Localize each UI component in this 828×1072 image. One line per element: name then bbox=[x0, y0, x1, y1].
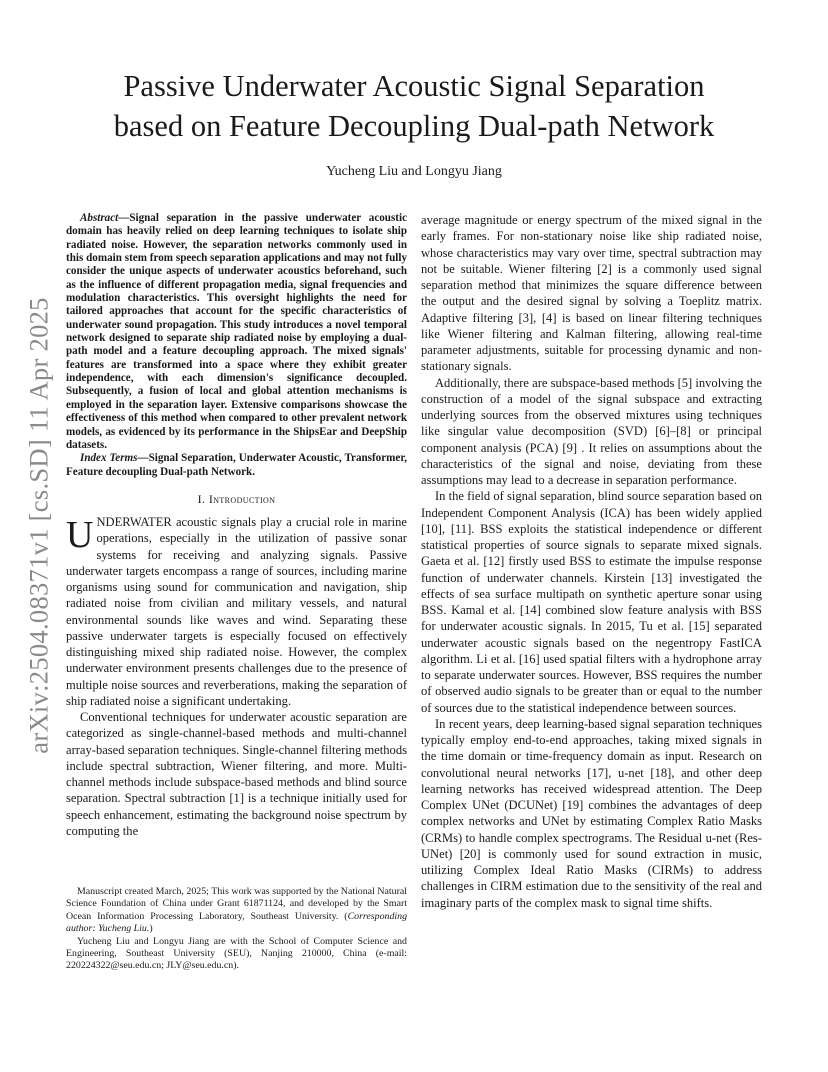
abstract-label: Abstract bbox=[80, 212, 119, 224]
abstract bbox=[66, 212, 407, 452]
footnote-funding-close: ) bbox=[149, 923, 153, 935]
abstract-text: —Signal separation in the passive underwater acoustic domain has heavily relied on deep learning techniques to isolate ship radiated noise. However, the separation networks commonly used in this domain stem from speech separation applications and may not fully consider the unique aspects of underwater acoustics beforehand, such as the influence of different propagation media, signal frequencies and modulation characteristics. This oversight highlights the need for tailored approaches that account for the specific characteristics of underwater sound propagation. This study introduces a novel temporal network designed to separate ship radiated noise by employing a dual-path model and a feature decoupling approach. The mixed signals' features are transformed into a space where they exhibit greater independence, with each dimension's significance decoupled. Subsequently, a fusion of local and global attention mechanisms is employed in the separation layer. Extensive comparisons showcase the effectiveness of this method when compared to other prevalent network models, as evidenced by its performance in the ShipsEar and DeepShip datasets. bbox=[66, 212, 407, 451]
index-terms-label: Index Terms bbox=[80, 452, 138, 465]
paper-authors: Yucheng Liu and Longyu Jiang bbox=[326, 164, 502, 179]
footnote bbox=[66, 886, 407, 973]
footnote-affiliation: Yucheng Liu and Longyu Jiang are with the School of Computer Science and Engineering, Southeast University (SEU), Nanjing 210000, China (e-mail: 220224322@seu.edu.cn; JLY@seu.edu.cn). bbox=[66, 935, 407, 972]
footnote-funding bbox=[66, 886, 407, 936]
intro-paragraph-1 bbox=[66, 514, 407, 709]
footnote-corresponding-author: Corresponding author: Yucheng Liu. bbox=[66, 910, 407, 935]
arxiv-identifier bbox=[24, 293, 54, 758]
right-paragraph-3: In the field of signal separation, blind source separation based on Independent Component Analysis (ICA) has been widely applied [10], [11]. BSS exploits the statistical independence or different statistical properties of source signals to separate mixed signals. Gaeta et al. [12] firstly used BSS to estimate the impulse response function of underwater channels. Kirstein [13] investigated the effects of sea surface multipath on synthetic aperture sonar using BSS. Kamal et al. [14] combined slow feature analysis with BSS for underwater acoustic signals. In 2015, Tu et al. [15] separated underwater acoustic signals based on the negentropy FastICA algorithm. Li et al. [16] used spatial filters with a hydrophone array to separate underwater sources. However, BSS requires the number of observed audio signals to be greater than or equal to the number of sources due to the statistical independence between sources. bbox=[421, 489, 762, 715]
right-paragraph-4: In recent years, deep learning-based signal separation techniques typically employ end-to-end approaches, taking mixed signals in the time domain or time-frequency domain as input. Research on convolutional neural networks [17], u-net [18], and other deep learning networks has received widespread attention. The Deep Complex UNet (DCUNet) [19] combines the advantages of deep complex networks and UNet by estimating Complex Ratio Masks (CRMs) to handle complex spectrograms. The Residual u-net (Res-UNet) [20] is commonly used for sound extraction in music, utilizing Complex Ideal Ratio Masks (CIRMs) to address challenges in CIRM estimation due to the sensitivity of the real and imaginary parts of the complex mask to signal time shifts. bbox=[421, 716, 762, 910]
index-terms bbox=[66, 452, 407, 479]
index-terms-text: —Signal Separation, Underwater Acoustic, Transformer, Feature decoupling Dual-path Network. bbox=[66, 452, 407, 478]
paper-title bbox=[70, 66, 758, 146]
right-column bbox=[421, 212, 762, 911]
paper-title-line-2: based on Feature Decoupling Dual-path Network bbox=[113, 109, 715, 143]
paper-title-line-1: Passive Underwater Acoustic Signal Separation bbox=[123, 69, 705, 103]
left-column bbox=[66, 212, 407, 839]
arxiv-identifier-text: arXiv:2504.08371v1 [cs.SD] 11 Apr 2025 bbox=[23, 297, 54, 754]
drop-cap: U bbox=[66, 514, 94, 557]
intro-paragraph-2: Conventional techniques for underwater acoustic separation are categorized as single-channel-based methods and multi-channel array-based separation techniques. Single-channel filtering methods include spectral subtraction, Wiener filtering, and more. Multi-channel methods include subspace-based methods and blind source separation. Spectral subtraction [1] is a technique initially used for speech enhancement, estimating the background noise spectrum by computing the bbox=[66, 710, 407, 838]
section-number: I. bbox=[197, 491, 206, 506]
right-paragraph-2: Additionally, there are subspace-based methods [5] involving the construction of a model of the signal subspace and extracting underlying sources from the observed mixtures using techniques like singular value decomposition (SVD) [6]–[8] or principal component analysis (PCA) [9] . It relies on assumptions about the characteristics of the signal and noise, deviating from these assumptions may lead to a decrease in separation performance. bbox=[421, 375, 762, 487]
section-heading-introduction bbox=[66, 491, 407, 507]
footnote-funding-text: Manuscript created March, 2025; This work was supported by the National Natural Science Foundation of China under Grant 61871124, and developed by the Smart Ocean Information Processing Laboratory, Southeast University. ( bbox=[66, 886, 407, 922]
right-paragraph-1: average magnitude or energy spectrum of the mixed signal in the early frames. For non-stationary noise like ship radiated noise, whose characteristics may vary over time, spectral subtraction may not be suitable. Wiener filtering [2] is a commonly used signal separation method that minimizes the square difference between the output and the desired signal by solving a Toeplitz matrix. Adaptive filtering [3], [4] is based on linear filtering techniques like Wiener filtering and Kalman filtering, allowing real-time parameter adjustments, suitable for processing dynamic and non-stationary signals. bbox=[421, 213, 762, 374]
section-title: Introduction bbox=[208, 491, 276, 506]
intro-paragraph-1-text: acoustic signals play a crucial role in marine operations, especially in the utilization of passive sonar systems for receiving and analyzing signals. Passive underwater targets encompass a range of sources, including marine organisms using sound for communication and navigation, ship radiated noise from civilian and military vessels, and natural environmental sounds like waves and wind. Separating these passive underwater targets is especially focused on effectively distinguishing mixed ship radiated noise. However, the complex underwater environment presents challenges due to the presence of multiple noise sources and reverberations, making the separation of ship radiated noise a significant undertaking. bbox=[66, 515, 407, 708]
intro-lead-word: NDERWATER bbox=[96, 515, 172, 530]
